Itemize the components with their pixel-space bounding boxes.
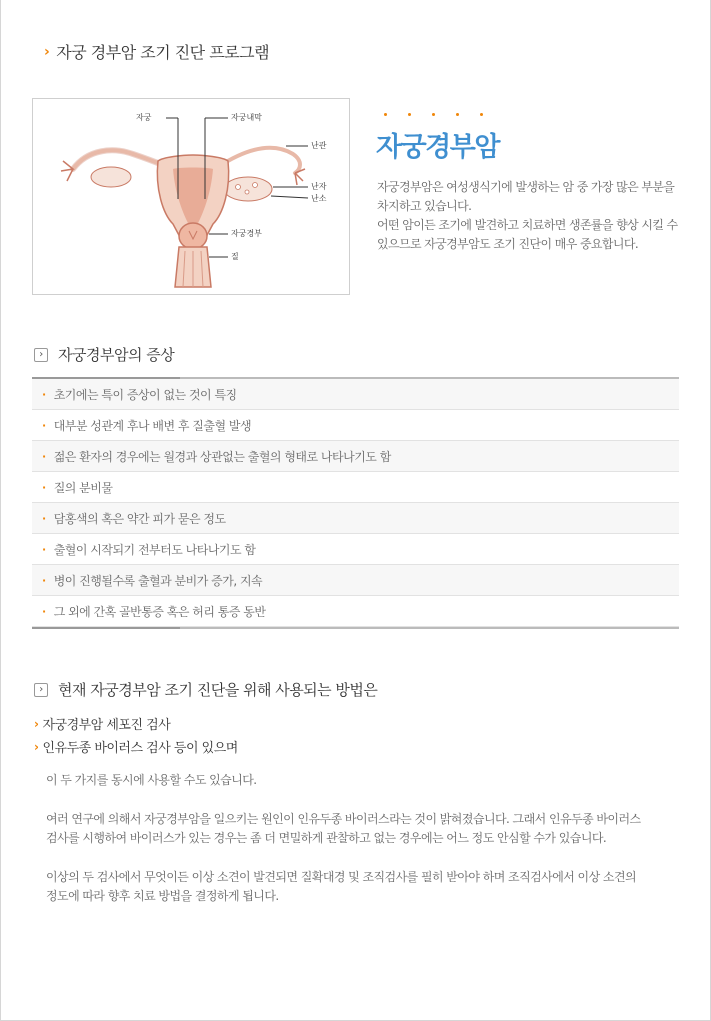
bullet-icon: · <box>42 511 46 525</box>
bullet-icon: · <box>42 449 46 463</box>
method-item-text: 자궁경부암 세포진 검사 <box>42 718 171 733</box>
list-item <box>32 379 679 410</box>
bullet-icon: · <box>42 604 46 618</box>
paragraph-line: 정도에 따라 향후 치료 방법을 결정하게 됩니다. <box>46 889 279 903</box>
list-item <box>32 441 679 472</box>
paragraph <box>46 771 676 790</box>
chevron-right-icon: › <box>34 739 39 754</box>
list-item-text: 대부분 성관계 후나 배변 후 질출혈 발생 <box>53 418 252 433</box>
methods-heading <box>34 679 377 700</box>
method-item-text: 인유두종 바이러스 검사 등이 있으며 <box>42 741 238 756</box>
list-item-text: 초기에는 특이 증상이 없는 것이 특징 <box>53 387 237 402</box>
method-item <box>34 714 170 733</box>
hero-desc-line: 어떤 암이든 조기에 발견하고 치료하면 생존률을 향상 시킬 수 <box>377 218 678 232</box>
bullet-icon: · <box>42 573 46 587</box>
chevron-right-icon: › <box>44 43 50 60</box>
method-item <box>34 737 238 756</box>
list-item <box>32 534 679 565</box>
label-fallopian-tube: 난관 <box>311 141 327 150</box>
symptoms-list <box>32 377 679 629</box>
label-ovary: 난소 <box>311 194 327 203</box>
paragraph-line: 검사를 시행하여 바이러스가 있는 경우는 좀 더 면밀하게 관찰하고 없는 경우에는 어느 정도 안심할 수가 있습니다. <box>46 831 607 845</box>
chevron-box-icon: › <box>34 683 48 697</box>
list-item <box>32 503 679 534</box>
page-title-text: 자궁 경부암 조기 진단 프로그램 <box>56 43 270 62</box>
list-item-text: 그 외에 간혹 골반통증 혹은 허리 통증 동반 <box>53 604 266 619</box>
title-dots <box>384 113 504 116</box>
list-item-text: 질의 분비물 <box>53 480 113 495</box>
list-item <box>32 410 679 441</box>
chevron-box-icon: › <box>34 348 48 362</box>
hero-desc-line: 차지하고 있습니다. <box>377 199 472 213</box>
paragraph-line: 이 두 가지를 동시에 사용할 수도 있습니다. <box>46 773 257 787</box>
methods-heading-text: 현재 자궁경부암 조기 진단을 위해 사용되는 방법은 <box>58 681 378 699</box>
paragraph <box>46 810 676 848</box>
label-vagina: 질 <box>231 252 239 261</box>
symptoms-heading-text: 자궁경부암의 증상 <box>58 346 175 364</box>
chevron-right-icon: › <box>34 716 39 731</box>
hero-description <box>377 178 687 254</box>
label-cervix: 자궁경부 <box>231 229 262 238</box>
bullet-icon: · <box>42 542 46 556</box>
list-item <box>32 565 679 596</box>
page-title <box>44 40 269 63</box>
bullet-icon: · <box>42 387 46 401</box>
hero-desc-line: 있으므로 자궁경부암도 조기 진단이 매우 중요합니다. <box>377 237 639 251</box>
list-item <box>32 596 679 627</box>
hero-desc-line: 자궁경부암은 여성생식기에 발생하는 암 중 가장 많은 부분을 <box>377 180 675 194</box>
bullet-icon: · <box>42 418 46 432</box>
list-item-text: 출혈이 시작되기 전부터도 나타나기도 함 <box>53 542 256 557</box>
label-endometrium: 자궁내막 <box>231 113 262 122</box>
list-item-text: 담홍색의 혹은 약간 피가 묻은 정도 <box>53 511 226 526</box>
paragraph-line: 여러 연구에 의해서 자궁경부암을 일으키는 원인이 인유두종 바이러스라는 것이 밝혀졌습니다. 그래서 인유두종 바이러스 <box>46 812 641 826</box>
paragraph-line: 이상의 두 검사에서 무엇이든 이상 소견이 발견되면 질확대경 및 조직검사를 필히 받아야 하며 조직검사에서 이상 소견의 <box>46 870 637 884</box>
label-egg: 난자 <box>311 182 327 191</box>
uterus-illustration <box>33 99 351 296</box>
list-item-text: 젊은 환자의 경우에는 월경과 상관없는 출혈의 형태로 나타나기도 함 <box>53 449 391 464</box>
symptoms-heading <box>34 344 174 365</box>
paragraph <box>46 868 676 906</box>
hero-title: 자궁경부암 <box>376 132 499 163</box>
list-item <box>32 472 679 503</box>
bullet-icon: · <box>42 480 46 494</box>
label-uterus: 자궁 <box>136 113 152 122</box>
uterus-diagram <box>32 98 350 295</box>
list-item-text: 병이 진행될수록 출혈과 분비가 증가, 지속 <box>53 573 263 588</box>
